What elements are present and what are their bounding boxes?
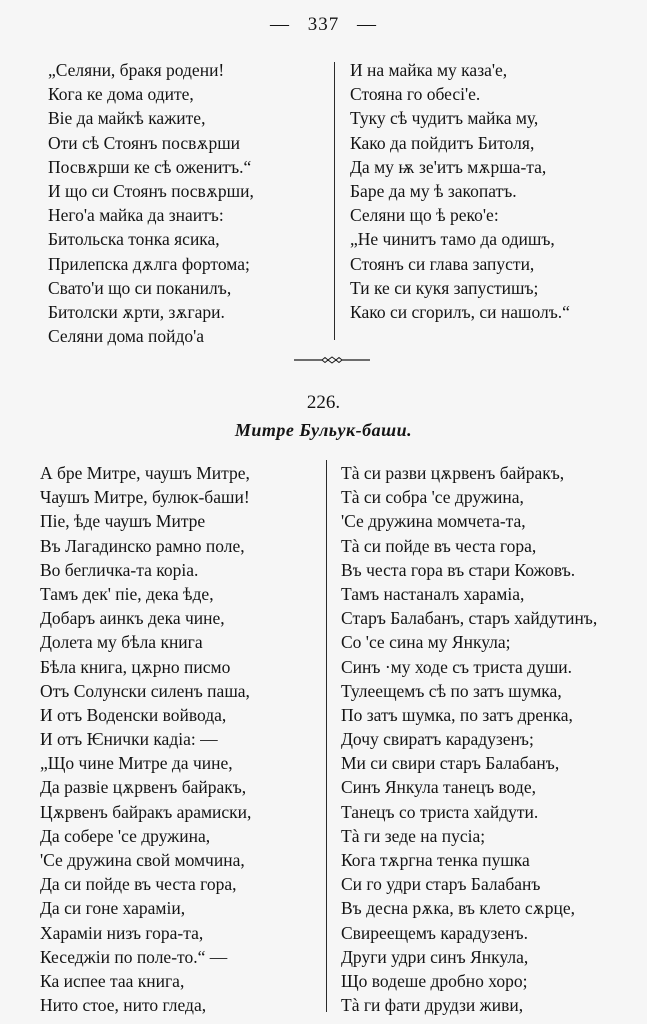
- verse-line: И отъ Ѥнички кадіа: —: [40, 729, 218, 750]
- verse-line: Да си пойде въ честа гора,: [40, 874, 237, 895]
- verse-line: „Що чине Митре да чине,: [40, 753, 233, 774]
- verse-line: Въ честа гора въ стари Кожовъ.: [341, 559, 576, 580]
- verse-line: Тамъ настаналъ харамiа,: [341, 583, 525, 604]
- verse-line: Со 'се сина му Янкула;: [341, 632, 511, 653]
- verse-line: 'Се дружина свой момчина,: [40, 850, 245, 870]
- verse-line: Синъ Янкула танецъ воде,: [341, 777, 536, 798]
- verse-line: „Не чинитъ тамо да одишъ,: [350, 229, 555, 250]
- column-divider-top: [334, 62, 335, 340]
- verse-line: Харамiи низъ гора-та,: [40, 922, 204, 943]
- verse-line: Во бегличка-та коріа.: [40, 559, 199, 580]
- verse-line: Туку сѣ чудитъ майка му,: [350, 108, 539, 129]
- verse-line: Стоянъ си глава запусти,: [350, 253, 535, 274]
- verse-line: Синъ ·му ходе съ триста души.: [341, 656, 573, 677]
- verse-line: Бѣла книга, цѫрно писмо: [40, 656, 231, 677]
- verse-line: Селяни що ѣ реко'е:: [350, 205, 499, 226]
- verse-line: Цѫрвенъ байракъ арамиски,: [40, 801, 252, 822]
- verse-line: Свато'и що си поканилъ,: [48, 277, 232, 298]
- verse-line: Да му ѭ зе'итъ мѫрша-та,: [350, 156, 547, 177]
- verse-line: Него'а майка да знаитъ:: [48, 205, 224, 226]
- verse-line: Тà си собра 'се дружина,: [341, 487, 524, 508]
- top-left-column: [48, 58, 254, 348]
- ornament-divider-icon: [294, 356, 370, 364]
- verse-line: Танецъ со триста хайдути.: [341, 801, 539, 822]
- verse-line: Да собере 'се дружина,: [40, 825, 211, 846]
- song-number: 226.: [306, 392, 341, 413]
- page-header: [0, 14, 647, 36]
- verse-line: Тамъ дек' піе, дека ѣде,: [40, 583, 214, 604]
- verse-line: „Селяни, бракя родени!: [48, 60, 225, 80]
- verse-line: Старъ Балабанъ, старъ хайдутинъ,: [341, 608, 598, 629]
- verse-line: Віе да майкѣ кажите,: [48, 108, 206, 129]
- verse-line: Кога тѫргна тенка пушка: [341, 850, 530, 870]
- verse-line: Тà ги фати друдзи живи,: [341, 995, 524, 1016]
- verse-line: Ми си свири старъ Балабанъ,: [341, 753, 560, 774]
- verse-line: Въ десна рѫка, въ клето сѫрце,: [341, 898, 575, 919]
- verse-line: Да развіе цѫрвенъ байракъ,: [40, 777, 247, 798]
- verse-line: Како да пойдитъ Битоля,: [350, 132, 535, 153]
- song-title: Митре Бульук-баши.: [234, 420, 413, 440]
- column-divider-bottom: [326, 460, 327, 1012]
- verse-line: По затъ шумка, по затъ дренка,: [341, 704, 573, 725]
- verse-line: Како си сгорилъ, си нашолъ.“: [350, 301, 570, 322]
- header-dash-left: —: [270, 14, 290, 35]
- verse-line: Чаушъ Митре, булюк-баши!: [40, 487, 250, 508]
- verse-line: Піе, ѣде чаушъ Митре: [40, 511, 206, 532]
- verse-line: Кога ке дома одите,: [48, 84, 194, 105]
- verse-line: И що си Стоянъ посвѫрши,: [48, 180, 254, 201]
- verse-line: Ка испее таа книга,: [40, 970, 185, 991]
- top-right-column: [350, 58, 570, 324]
- verse-line: Битолски ѫрти, зѫгари.: [48, 301, 225, 322]
- verse-line: Посвѫрши ке сѣ оженитъ.“: [48, 156, 252, 177]
- verse-line: Дочу свиратъ карадузенъ;: [341, 729, 534, 750]
- verse-line: Ти ке си кукя запустишъ;: [350, 277, 539, 298]
- verse-line: Прилепска дѫлга фортома;: [48, 253, 250, 274]
- verse-line: Добаръ аинкъ дека чине,: [40, 608, 225, 629]
- verse-line: Оти сѣ Стоянъ посвѫрши: [48, 132, 241, 153]
- verse-line: Битольска тонка ясика,: [48, 229, 220, 250]
- header-dash-right: —: [357, 14, 377, 35]
- verse-line: Тà ги зеде на пусіа;: [341, 825, 486, 846]
- song-left-column: [40, 461, 251, 1017]
- verse-line: 'Се дружина момчета-та,: [341, 511, 526, 532]
- verse-line: Селяни дома пойдо'а: [48, 326, 205, 347]
- verse-line: Тà си разви цѫрвенъ байракъ,: [341, 463, 565, 483]
- verse-line: Що водеше дробно хоро;: [341, 970, 528, 991]
- verse-line: Тà си пойде въ честа гора,: [341, 535, 537, 556]
- verse-line: И отъ Воденски войвода,: [40, 704, 227, 725]
- verse-line: Свиреещемъ карадузенъ.: [341, 922, 528, 943]
- verse-line: Си го удри старъ Балабанъ: [341, 874, 541, 895]
- verse-line: Отъ Солунски силенъ паша,: [40, 680, 250, 701]
- song-right-column: [341, 461, 597, 1017]
- verse-line: Да си гоне харамiи,: [40, 898, 186, 919]
- verse-line: Стояна го обесі'е.: [350, 84, 481, 105]
- verse-line: Нито стое, нито гледа,: [40, 995, 207, 1016]
- verse-line: Кеседжiи по поле-то.“ —: [40, 946, 228, 967]
- verse-line: Долета му бѣла книга: [40, 632, 203, 653]
- verse-line: И на майка му каза'е,: [350, 60, 508, 80]
- verse-line: Баре да му ѣ закопатъ.: [350, 180, 517, 201]
- verse-line: А бре Митре, чаушъ Митре,: [40, 463, 250, 483]
- verse-line: Тулеещемъ сѣ по затъ шумка,: [341, 680, 562, 701]
- verse-line: Други удри синъ Янкула,: [341, 946, 529, 967]
- page-number: 337: [307, 14, 340, 35]
- verse-line: Въ Лагадинско рамно поле,: [40, 535, 245, 556]
